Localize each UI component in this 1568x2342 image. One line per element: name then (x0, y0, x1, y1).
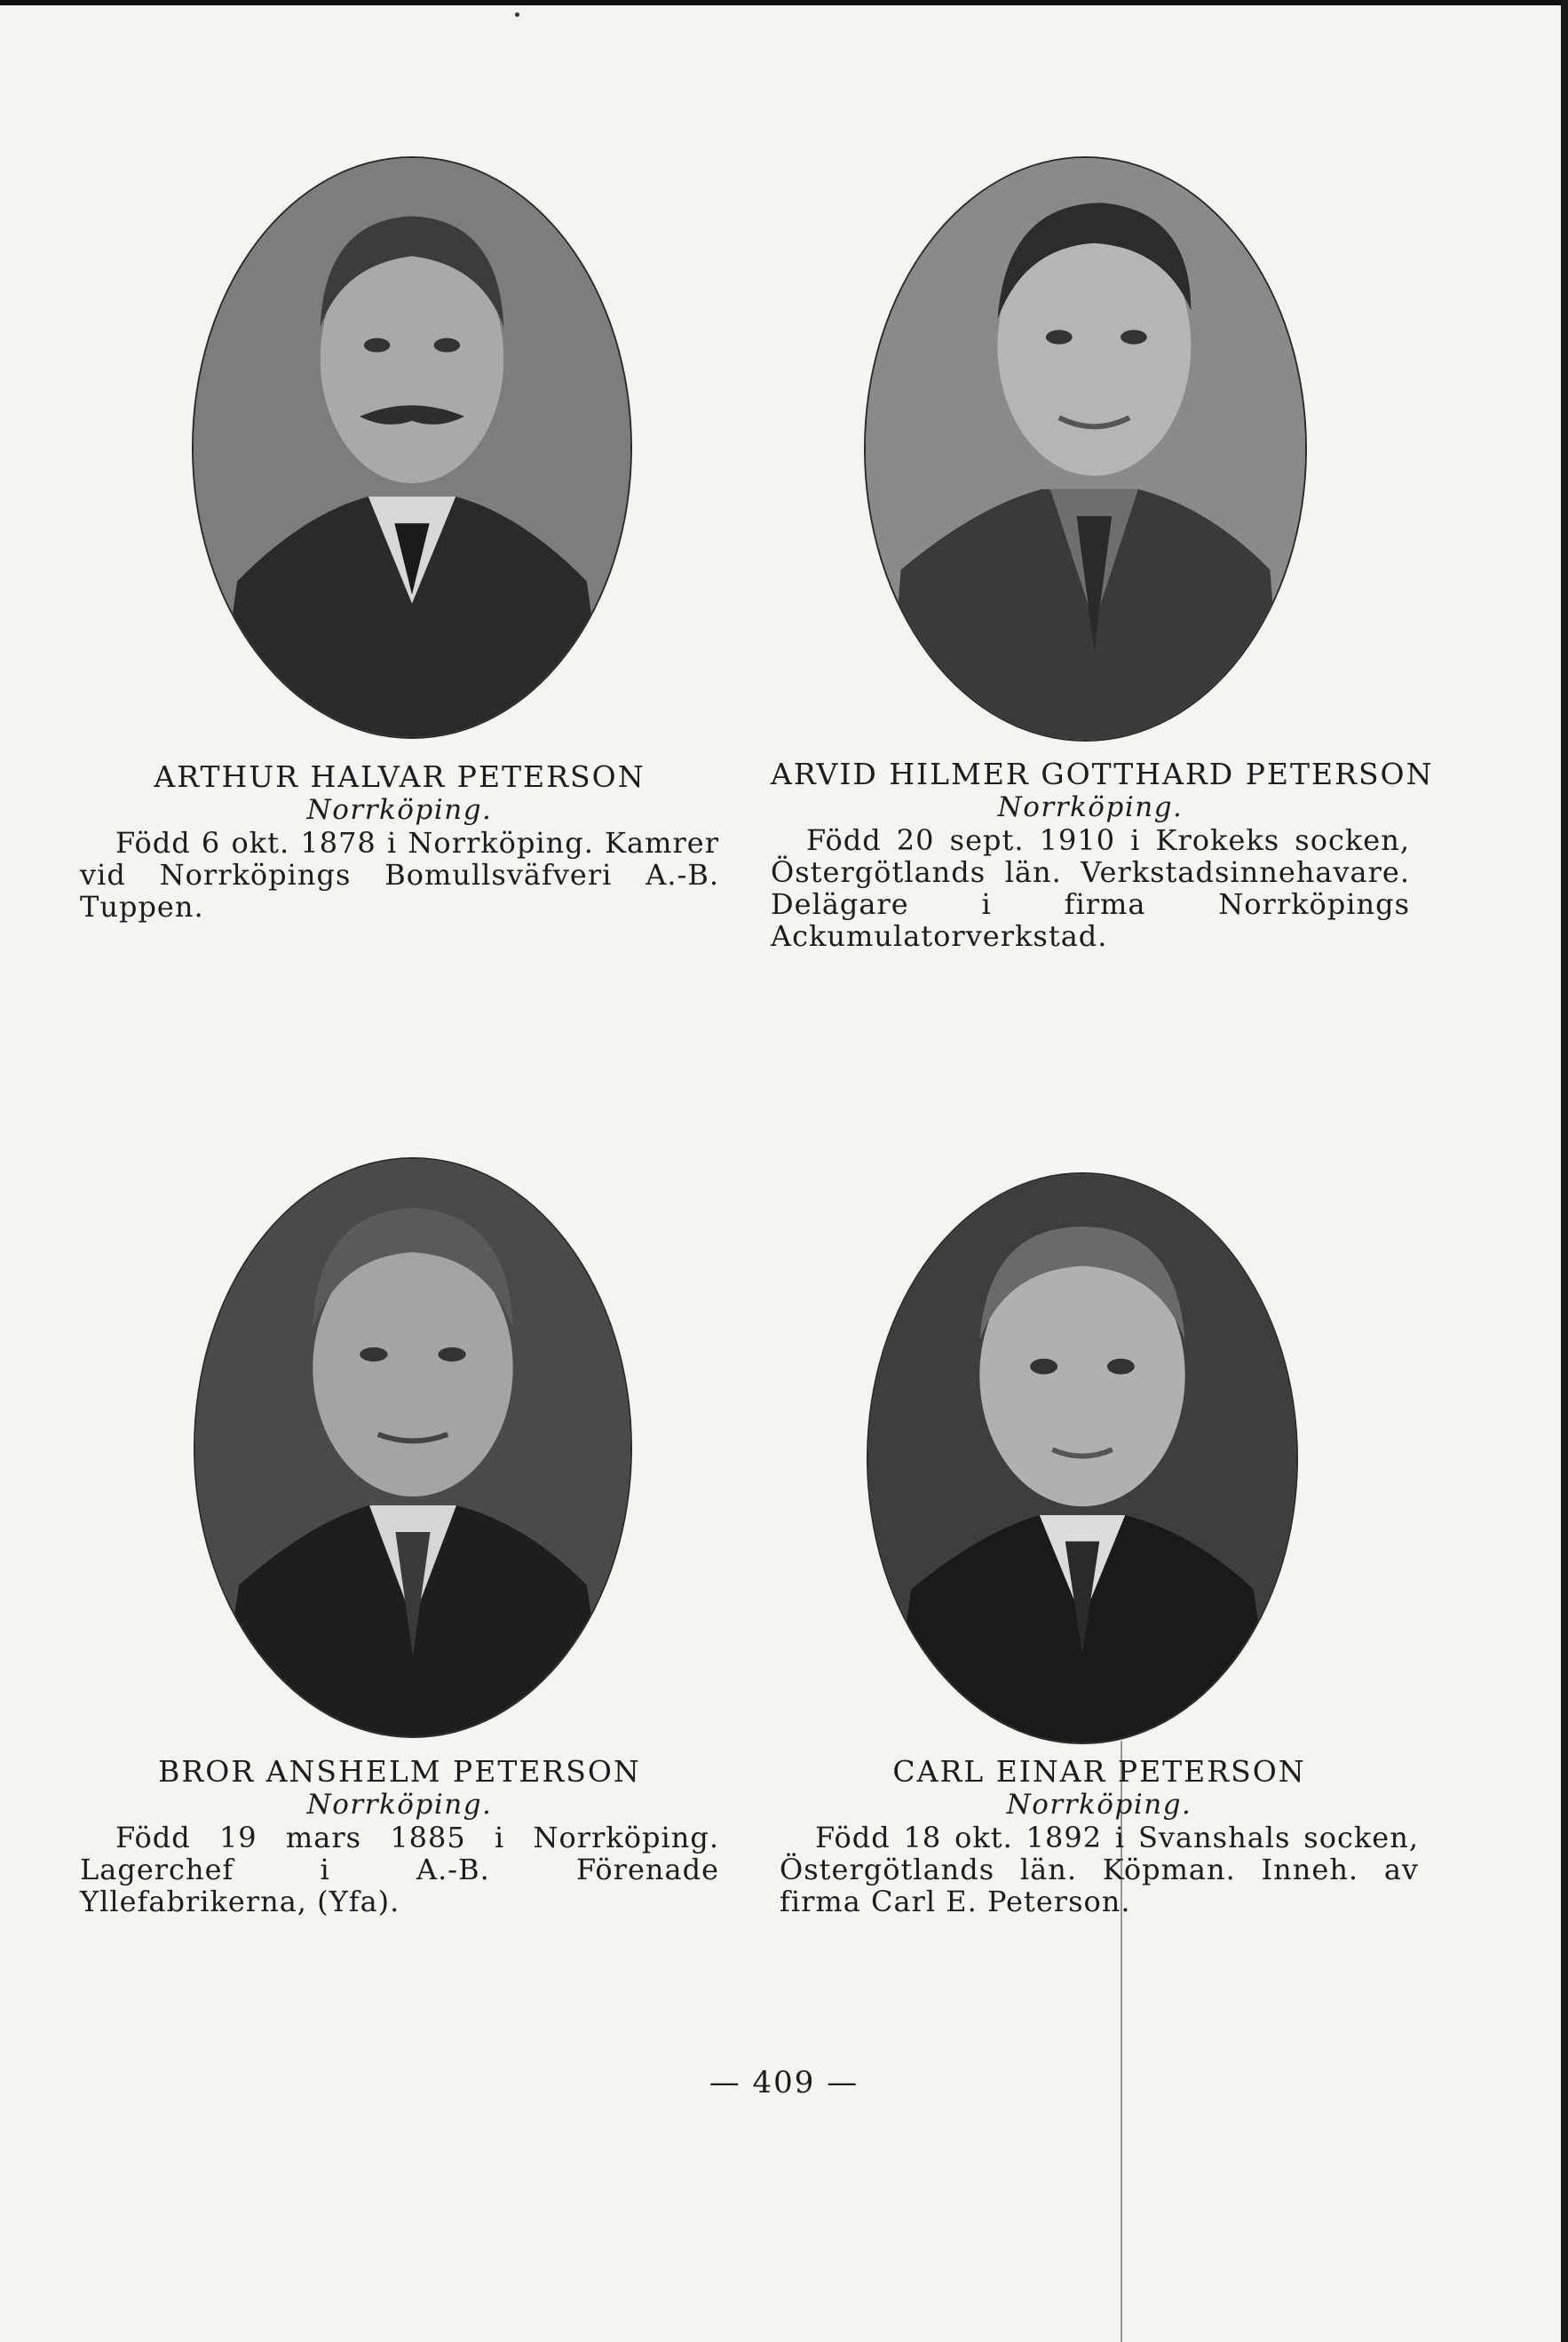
person-bio: Född 20 sept. 1910 i Krokeks socken, Östergötlands län. Verkstadsinnehavare. Delägare i firma Norrköpings Ackumulatorverkstad. (771, 823, 1410, 953)
portrait-arthur-halvar-peterson (194, 158, 630, 737)
scan-top-edge (0, 0, 1568, 5)
person-name: CARL EINAR PETERSON (892, 1754, 1306, 1789)
scan-right-edge (1561, 0, 1568, 2342)
person-name: BROR ANSHELM PETERSON (158, 1754, 641, 1789)
entry-caption-2 (771, 757, 1434, 953)
person-place: Norrköping. (1006, 1789, 1192, 1821)
person-name: ARTHUR HALVAR PETERSON (154, 759, 645, 794)
portrait-silhouette-icon (194, 158, 630, 737)
page-number: — 409 — (709, 2065, 859, 2100)
person-place: Norrköping. (997, 791, 1184, 823)
portrait-arvid-hilmer-gotthard-peterson (866, 158, 1305, 740)
entry-caption-1 (80, 759, 719, 923)
person-bio: Född 19 mars 1885 i Norrköping. Lagerchef i A.-B. Förenade Yllefabrikerna, (Yfa). (80, 1821, 719, 1918)
entry-caption-4 (780, 1754, 1419, 1917)
dust-speck (515, 12, 519, 17)
person-name: ARVID HILMER GOTTHARD PETERSON (771, 757, 1434, 791)
person-place: Norrköping. (306, 794, 493, 826)
entry-caption-3 (80, 1754, 719, 1917)
portrait-silhouette-icon (195, 1159, 630, 1736)
person-bio: Född 18 okt. 1892 i Svanshals socken, Östergötlands län. Köpman. Inneh. av firma Carl E. Peterson. (780, 1821, 1419, 1918)
person-bio: Född 6 okt. 1878 i Norrköping. Kamrer vid Norrköpings Bomullsväfveri A.-B. Tuppen. (80, 826, 719, 924)
portrait-bror-anshelm-peterson (195, 1159, 630, 1736)
portrait-carl-einar-peterson (868, 1174, 1296, 1743)
person-place: Norrköping. (306, 1789, 493, 1821)
portrait-silhouette-icon (868, 1174, 1296, 1743)
portrait-silhouette-icon (866, 158, 1305, 740)
